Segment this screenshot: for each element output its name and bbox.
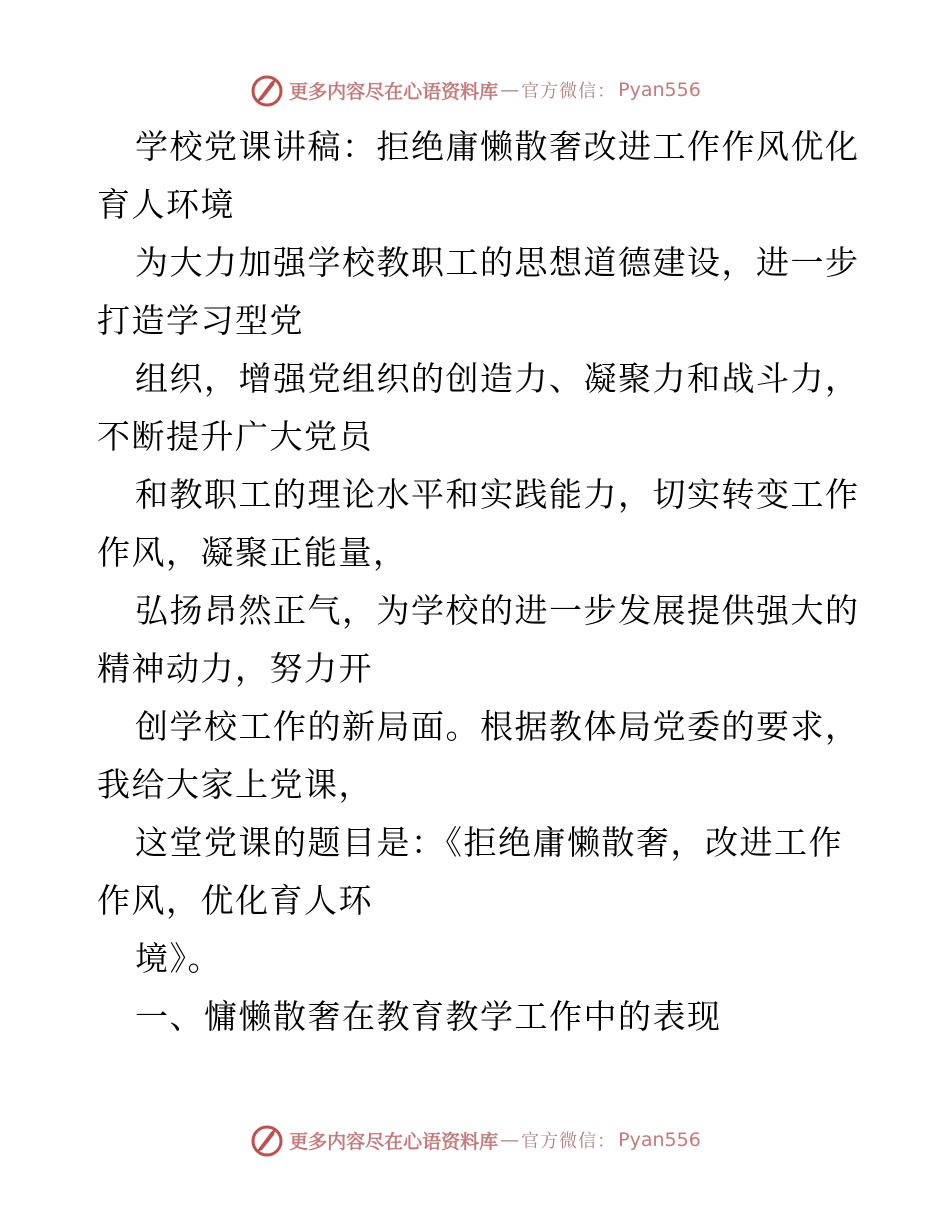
paragraph-line: 我给大家上党课，	[97, 765, 373, 804]
paragraph-line: 作风，优化育人环	[97, 881, 373, 920]
header-watermark	[0, 70, 950, 110]
watermark-site-text: 更多内容尽在心语资料库	[289, 80, 499, 103]
paragraph-line: 作风，凝聚正能量，	[97, 533, 408, 572]
watermark-dash: —	[500, 1129, 520, 1151]
watermark-wechat-label: 官方微信：	[521, 1131, 617, 1152]
paragraph-line: 这堂党课的题目是：《拒绝庸懒散奢，改进工作	[135, 823, 843, 862]
paragraph-line: 创学校工作的新局面。根据教体局党委的要求，	[135, 707, 860, 746]
paragraph-line: 境》。	[135, 939, 222, 978]
document-title-line-1: 学校党课讲稿：拒绝庸懒散奢改进工作作风优化	[135, 127, 860, 166]
paragraph-line: 弘扬昂然正气，为学校的进一步发展提供强大的	[135, 591, 860, 630]
pen-logo-icon	[249, 72, 285, 108]
paragraph-line: 组织，增强党组织的创造力、凝聚力和战斗力，	[135, 359, 860, 398]
paragraph-line: 精神动力，努力开	[97, 649, 373, 688]
document-body	[97, 118, 860, 1046]
paragraph-line: 打造学习型党	[97, 301, 304, 340]
watermark-wechat-id: Pyan556	[618, 1129, 701, 1151]
watermark-site-text: 更多内容尽在心语资料库	[289, 1130, 499, 1153]
section-heading: 一、慵懒散奢在教育教学工作中的表现	[135, 997, 722, 1036]
paragraph-line: 为大力加强学校教职工的思想道德建设，进一步	[135, 243, 860, 282]
pen-logo-icon	[249, 1122, 285, 1158]
paragraph-line: 和教职工的理论水平和实践能力，切实转变工作	[135, 475, 860, 514]
watermark-dash: —	[500, 79, 520, 101]
document-title-line-2: 育人环境	[97, 185, 235, 224]
footer-watermark	[0, 1120, 950, 1160]
watermark-wechat-id: Pyan556	[618, 79, 701, 101]
watermark-wechat-label: 官方微信：	[521, 81, 617, 102]
paragraph-line: 不断提升广大党员	[97, 417, 373, 456]
